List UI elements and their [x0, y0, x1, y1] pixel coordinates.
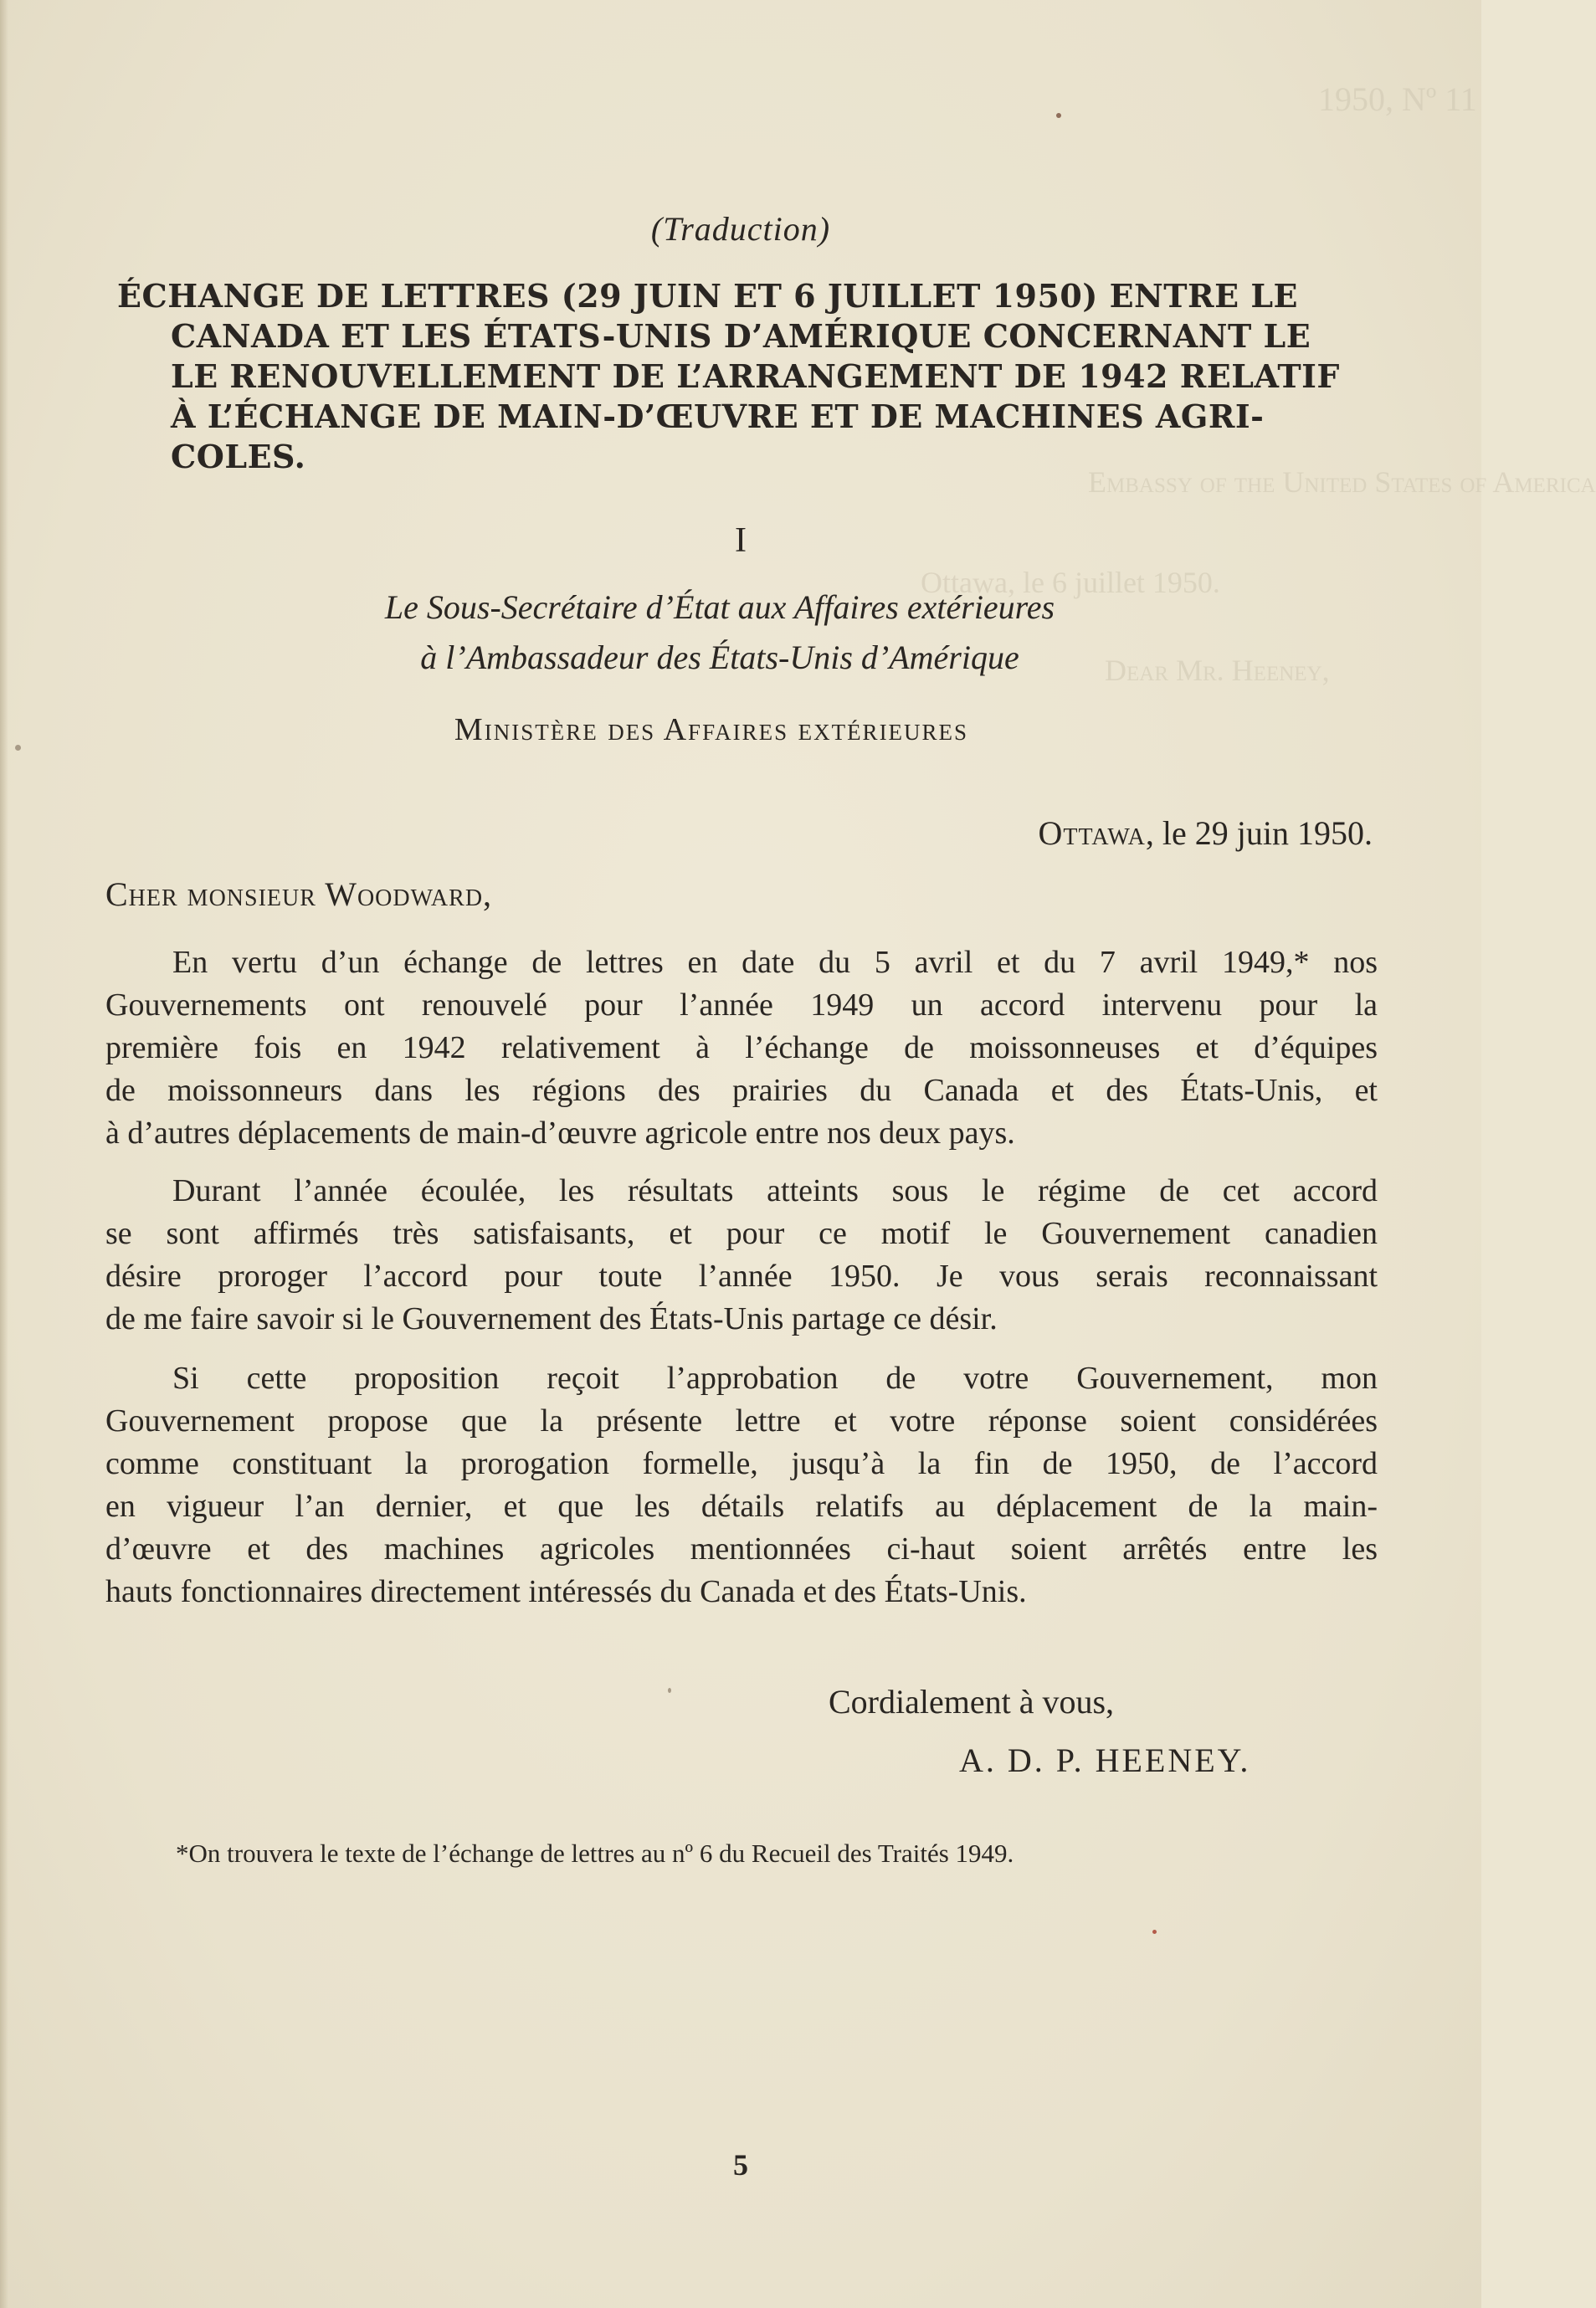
paragraph-line: de moissonneurs dans les régions des prairies du Canada et des États-Unis, et — [105, 1073, 1378, 1108]
signature: A. D. P. HEENEY. — [959, 1741, 1251, 1779]
paper-speck — [1056, 113, 1061, 118]
title-line: LE RENOUVELLEMENT DE L’ARRANGEMENT DE 1942 RELATIF — [171, 357, 1340, 395]
salutation: Cher monsieur Woodward, — [105, 875, 493, 913]
paragraph-3 — [105, 1357, 1378, 1613]
translation-label: (Traduction) — [650, 210, 831, 248]
dateline — [1039, 813, 1373, 853]
paper-speck — [15, 745, 21, 751]
title-line: COLES. — [171, 438, 306, 475]
document-title — [117, 276, 1373, 477]
page-edge-shadow — [0, 0, 8, 2308]
paragraph-line: Si cette proposition reçoit l’approbation de votre Gouvernement, mon — [172, 1361, 1378, 1396]
paragraph-line: première fois en 1942 relativement à l’échange de moissonneuses et d’équipes — [105, 1030, 1378, 1065]
letter-heading-to: à l’Ambassadeur des États-Unis d’Amérique — [420, 639, 1019, 676]
paragraph-line: Durant l’année écoulée, les résultats atteints sous le régime de cet accord — [172, 1173, 1378, 1208]
dateline-place: Ottawa — [1038, 814, 1146, 852]
dateline-date: , le 29 juin 1950. — [1145, 814, 1373, 852]
closing: Cordialement à vous, — [829, 1683, 1115, 1721]
title-line: CANADA ET LES ÉTATS-UNIS D’AMÉRIQUE CONCERNANT LE — [171, 317, 1311, 355]
section-numeral: I — [735, 521, 747, 560]
paragraph-line: comme constituant la prorogation formelle, jusqu’à la fin de 1950, de l’accord — [105, 1446, 1378, 1481]
show-through-line: Ottawa, le 6 juillet 1950. — [921, 566, 1220, 599]
paragraph-line: de me faire savoir si le Gouvernement des États-Unis partage ce désir. — [105, 1301, 998, 1336]
paragraph-line: Gouvernements ont renouvelé pour l’année 1949 un accord intervenu pour la — [105, 987, 1378, 1023]
show-through-line: Dear Mr. Heeney, — [1105, 654, 1330, 687]
letter-heading-from: Le Sous-Secrétaire d’État aux Affaires extérieures — [384, 588, 1055, 626]
paper-speck — [668, 1688, 671, 1693]
paragraph-line: En vertu d’un échange de lettres en date du 5 avril et du 7 avril 1949,* nos — [172, 945, 1378, 980]
title-line: À L’ÉCHANGE DE MAIN-D’ŒUVRE ET DE MACHINES AGRI- — [171, 397, 1265, 435]
paragraph-line: hauts fonctionnaires directement intéressés du Canada et des États-Unis. — [105, 1574, 1027, 1609]
paragraph-line: se sont affirmés très satisfaisants, et pour ce motif le Gouvernement canadien — [105, 1216, 1378, 1251]
paper-speck — [1152, 1930, 1157, 1934]
paragraph-1 — [105, 941, 1378, 1155]
paragraph-line: en vigueur l’an dernier, et que les détails relatifs au déplacement de la main- — [105, 1489, 1378, 1524]
paragraph-line: à d’autres déplacements de main-d’œuvre agricole entre nos deux pays. — [105, 1116, 1015, 1151]
footnote: *On trouvera le texte de l’échange de lettres au nº 6 du Recueil des Traités 1949. — [176, 1839, 1014, 1868]
paragraph-line: Gouvernement propose que la présente lettre et votre réponse soient considérées — [105, 1403, 1378, 1439]
show-through-page-ref: 1950, Nº 11 — [1318, 80, 1477, 118]
paragraph-2 — [105, 1170, 1378, 1341]
paragraph-line: désire proroger l’accord pour toute l’année 1950. Je vous serais reconnaissant — [105, 1259, 1378, 1294]
title-line: ÉCHANGE DE LETTRES (29 JUIN ET 6 JUILLET 1950) ENTRE LE — [117, 277, 1299, 315]
paragraph-line: d’œuvre et des machines agricoles mentionnées ci-haut soient arrêtés entre les — [105, 1531, 1378, 1567]
show-through-line: Embassy of the United States of America — [1088, 465, 1596, 499]
ministry-name: Ministère des Affaires extérieures — [454, 712, 969, 747]
page-number: 5 — [733, 2148, 748, 2182]
